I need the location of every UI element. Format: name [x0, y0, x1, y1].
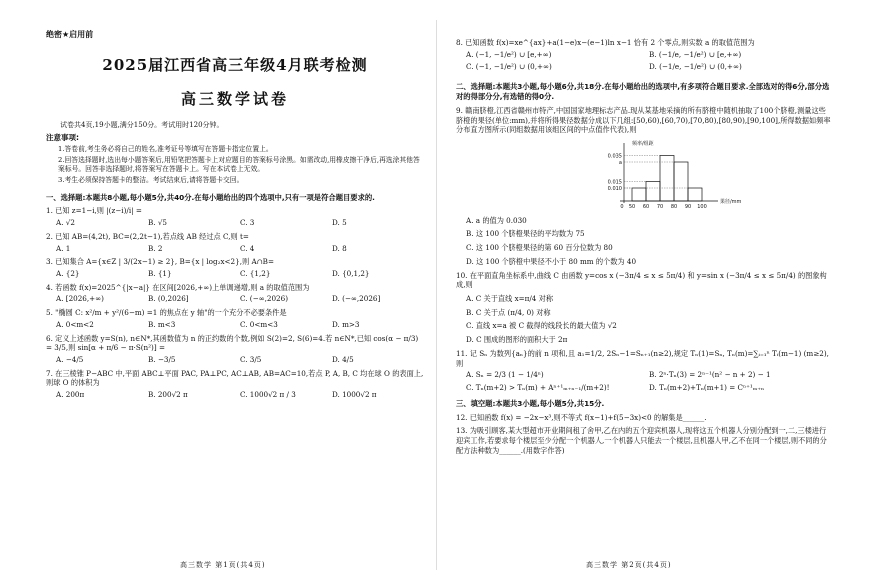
- question-7-options: [46, 390, 424, 400]
- option-b: B. −3/5: [148, 355, 176, 365]
- option-a: A. 200π: [56, 390, 85, 400]
- question-12: 12. 已知函数 f(x) = −2x−x³,则不等式 f(x−1)+f(5−3x)<0 的解集是______.: [456, 412, 707, 422]
- option-c: C. 1000√2 π / 3: [240, 390, 296, 400]
- question-8: 8. 已知函数 f(x)=xe^{ax}+a(1−e)x−(e−1)ln x−1 恰有 2 个零点,则实数 a 的取值范围为: [456, 38, 755, 47]
- option-c: C. 这 100 个脐橙果径的第 60 百分位数为 80: [466, 243, 613, 253]
- page-1-footer: 高三数学 第1页(共4页): [180, 560, 266, 569]
- y-tick-label: 0.010: [607, 185, 622, 192]
- exam-title: 2025届江西省高三年级4月联考检测: [102, 55, 368, 74]
- question-11: 11. 记 Sₙ 为数列{aₙ}的前 n 项和,且 a₁=1/2, 2Sₙ−1=Sₙ₊₁(n≥2),规定 Tₙ(1)=Sₙ, Tₙ(m)=∑ᵢ₌₁ⁿ Tᵢ(m−1) (m≥2),则: [456, 348, 829, 368]
- option-d: D. {0,1,2}: [332, 268, 370, 278]
- histogram-figure: [586, 139, 832, 212]
- option-a: A. a 的值为 0.030: [466, 215, 527, 225]
- option-d: D. m>3: [332, 319, 360, 329]
- option-c: C. 直线 x=a 被 C 截得的线段长的最大值为 √2: [466, 321, 617, 331]
- section-2-heading: 二、选择题:本题共3小题,每小题6分,共18分.在每小题给出的选项中,有多项符合题目要求.全部选对的得6分,部分选对的得部分分,有选错的得0分.: [456, 82, 830, 101]
- option-d: D. C 围成的图形的面积大于 2π: [466, 335, 568, 345]
- y-axis-label: 频率/组距: [632, 141, 654, 147]
- x-axis-label: 果径/mm: [720, 199, 742, 205]
- exam-intro: 试卷共4页,19小题,满分150分。考试用时120分钟。: [60, 121, 224, 130]
- question-10-options: [456, 294, 832, 345]
- option-a: A. 0<m<2: [56, 319, 94, 329]
- question-6: 6. 定义上述函数 y=S(n), n∈N*,其函数值为 n 的正约数的个数,例如 S(2)=2, S(6)=4.若 n∈N*,已知 cos(α − π/3) = 3/5,则 sin[α + π/6 − π·S(n²)] =: [46, 333, 419, 353]
- question-1: 1. 已知 z=1−i,则 |(z−i)/i| =: [46, 206, 142, 216]
- question-9: 9. 赣南脐橙,江西省赣州市特产,中国国家地理标志产品.现从某基地采摘的所有脐橙中随机抽取了100个脐橙,测量这些脐橙的果径(单位:mm),并将所得果径数据分成以下几组:[50,60),[60,70),[70,80),[80,90),[90,100],所得数据如频率分布直方图所示(同组数据用该组区间的中点值作代表),则: [456, 105, 831, 135]
- frequency-histogram: [586, 139, 776, 209]
- option-d: D. 5: [332, 218, 347, 228]
- option-d: D. 1000√2 π: [332, 390, 377, 400]
- option-a: A. (−1, −1/e²) ∪ [e,+∞): [466, 49, 552, 59]
- x-tick-label: 100: [697, 204, 707, 209]
- option-c: C. 0<m<3: [240, 319, 278, 329]
- note-1: 1.答卷前,考生务必将自己的姓名,准考证号等填写在答题卡指定位置上。: [58, 144, 273, 153]
- x-tick-label: 90: [684, 204, 692, 209]
- subject-title: 高三数学试卷: [180, 90, 289, 109]
- option-b: B. (0,2026]: [148, 294, 189, 304]
- option-c: C. 3: [240, 218, 255, 228]
- option-b: B. (−1/e, −1/e²) ∪ [e,+∞): [649, 49, 742, 59]
- option-b: B. 这 100 个脐橙果径的平均数为 75: [466, 229, 585, 239]
- option-a: A. −4/5: [56, 355, 84, 365]
- question-7: 7. 在三棱锥 P−ABC 中,平面 ABC⊥平面 PAC, PA⊥PC, AC⊥AB, AB=AC=10,若点 P, A, B, C 均在球 O 的表面上,则球 O 的体积为: [46, 368, 424, 388]
- y-tick-label: 0.015: [607, 179, 622, 186]
- option-a: A. [2026,+∞): [56, 294, 104, 304]
- question-2: 2. 已知 AB=(4,2t), BC=(2,2t−1),若点线 AB 经过点 C,则 t=: [46, 231, 249, 241]
- question-5-options: [46, 320, 424, 330]
- option-b: B. 200√2 π: [148, 390, 188, 400]
- page-2-footer: 高三数学 第2页(共4页): [586, 560, 672, 569]
- histogram-bar: [632, 188, 646, 201]
- x-tick-label: 70: [656, 204, 664, 209]
- confidential-label: 绝密★启用前: [46, 30, 94, 39]
- question-8-options: [456, 50, 832, 75]
- option-d: D. Tₙ(m+2)+Tₙ(m+1) = Cⁿ⁺¹ₘ₊ₙ: [649, 383, 765, 393]
- option-c: C. {1,2}: [240, 268, 271, 278]
- note-2: 2.回答选择题时,选出每小题答案后,用铅笔把答题卡上对应题目的答案标号涂黑。如需改动,用橡皮擦干净后,再选涂其他答案标号。回答非选择题时,将答案写在答题卡上。写在本试卷上无效。: [58, 156, 420, 174]
- question-5: 5. "椭圆 C: x²/m + y²/(6−m) =1 的焦点在 y 轴"的一个充分不必要条件是: [46, 308, 287, 318]
- histogram-bar: [646, 182, 660, 202]
- option-b: B. 2: [148, 243, 163, 253]
- x-tick-label: 0: [620, 204, 624, 209]
- question-11-options: [456, 370, 832, 395]
- notes-heading: 注意事项:: [46, 132, 79, 142]
- question-13: 13. 为吸引顾客,某大型超市开业期间租了舍甲,乙在内的五个迎宾机器人,现将这五个机器人分别分配到一,二,三楼进行迎宾工作,若要求每个楼层至少分配一个机器人,一个机器人只能去一个楼层,且机器人甲,乙不在同一个楼层,则不同的分配方法种数为______.(用数字作答): [456, 426, 827, 455]
- section-1-heading: 一、选择题:本题共8小题,每小题5分,共40分.在每小题给出的四个选项中,只有一项是符合题目要求的.: [46, 192, 375, 202]
- y-tick-label: 0.035: [607, 153, 622, 160]
- option-b: B. C 关于点 (π/4, 0) 对称: [466, 307, 551, 317]
- section-3-heading: 三、填空题:本题共3小题,每小题5分,共15分.: [456, 398, 605, 408]
- x-tick-label: 60: [642, 204, 650, 209]
- histogram-bar: [674, 162, 688, 201]
- option-c: C. (−1, −1/e²) ∪ (0,+∞): [466, 62, 552, 72]
- question-4: 4. 若函数 f(x)=2025^{|x−a|} 在区间[2026,+∞)上单调递增,则 a 的取值范围为: [46, 282, 310, 292]
- x-tick-label: 80: [670, 204, 678, 209]
- option-d: D. (−1/e, −1/e²) ∪ (0,+∞): [649, 62, 742, 72]
- question-3-options: [46, 269, 424, 279]
- option-a: A. √2: [56, 218, 75, 228]
- x-tick-label: 50: [628, 204, 636, 209]
- option-d: D. 4/5: [332, 355, 354, 365]
- option-c: C. 3/5: [240, 355, 262, 365]
- question-6-options: [46, 355, 424, 365]
- option-a: A. 1: [56, 243, 71, 253]
- option-b: B. {1}: [148, 268, 172, 278]
- question-2-options: [46, 244, 424, 254]
- option-a: A. C 关于直线 x=π/4 对称: [466, 294, 554, 304]
- question-9-options: [456, 216, 832, 267]
- option-d: D. 这 100 个脐橙中果径不小于 80 mm 的个数为 40: [466, 256, 637, 266]
- page-2: [436, 0, 870, 578]
- option-d: D. (−∞,2026]: [332, 294, 381, 304]
- histogram-bar: [660, 156, 674, 202]
- question-1-options: [46, 218, 424, 228]
- option-b: B. 2ⁿ·Tₙ(3) = 2ⁿ⁻¹(n² − n + 2) − 1: [649, 370, 771, 380]
- option-c: C. (−∞,2026): [240, 294, 289, 304]
- histogram-bar: [688, 188, 702, 201]
- question-3: 3. 已知集合 A={x∈Z | 3/(2x−1) ≥ 2}, B={x | log₂x<2},则 A∩B=: [46, 257, 274, 267]
- question-4-options: [46, 294, 424, 304]
- option-a: A. Sₙ = 2/3 (1 − 1/4ⁿ): [466, 370, 544, 380]
- option-d: D. 8: [332, 243, 347, 253]
- note-3: 3.考生必须保持答题卡的整洁。考试结束后,请将答题卡交回。: [58, 176, 244, 185]
- option-a: A. {2}: [56, 268, 80, 278]
- option-c: C. 4: [240, 243, 255, 253]
- y-tick-label: a: [618, 159, 622, 166]
- option-b: B. √5: [148, 218, 168, 228]
- option-c: C. Tₙ(m+2) > Tₙ(m) + Aⁿ⁺¹ₘ₊ₙ₋₁/(m+2)!: [466, 383, 610, 393]
- question-10: 10. 在平面直角坐标系中,曲线 C 由函数 y=cos x (−3π/4 ≤ x ≤ 5π/4) 和 y=sin x (−3π/4 ≤ x ≤ 5π/4) 的图象构成,则: [456, 270, 827, 290]
- option-b: B. m<3: [148, 319, 176, 329]
